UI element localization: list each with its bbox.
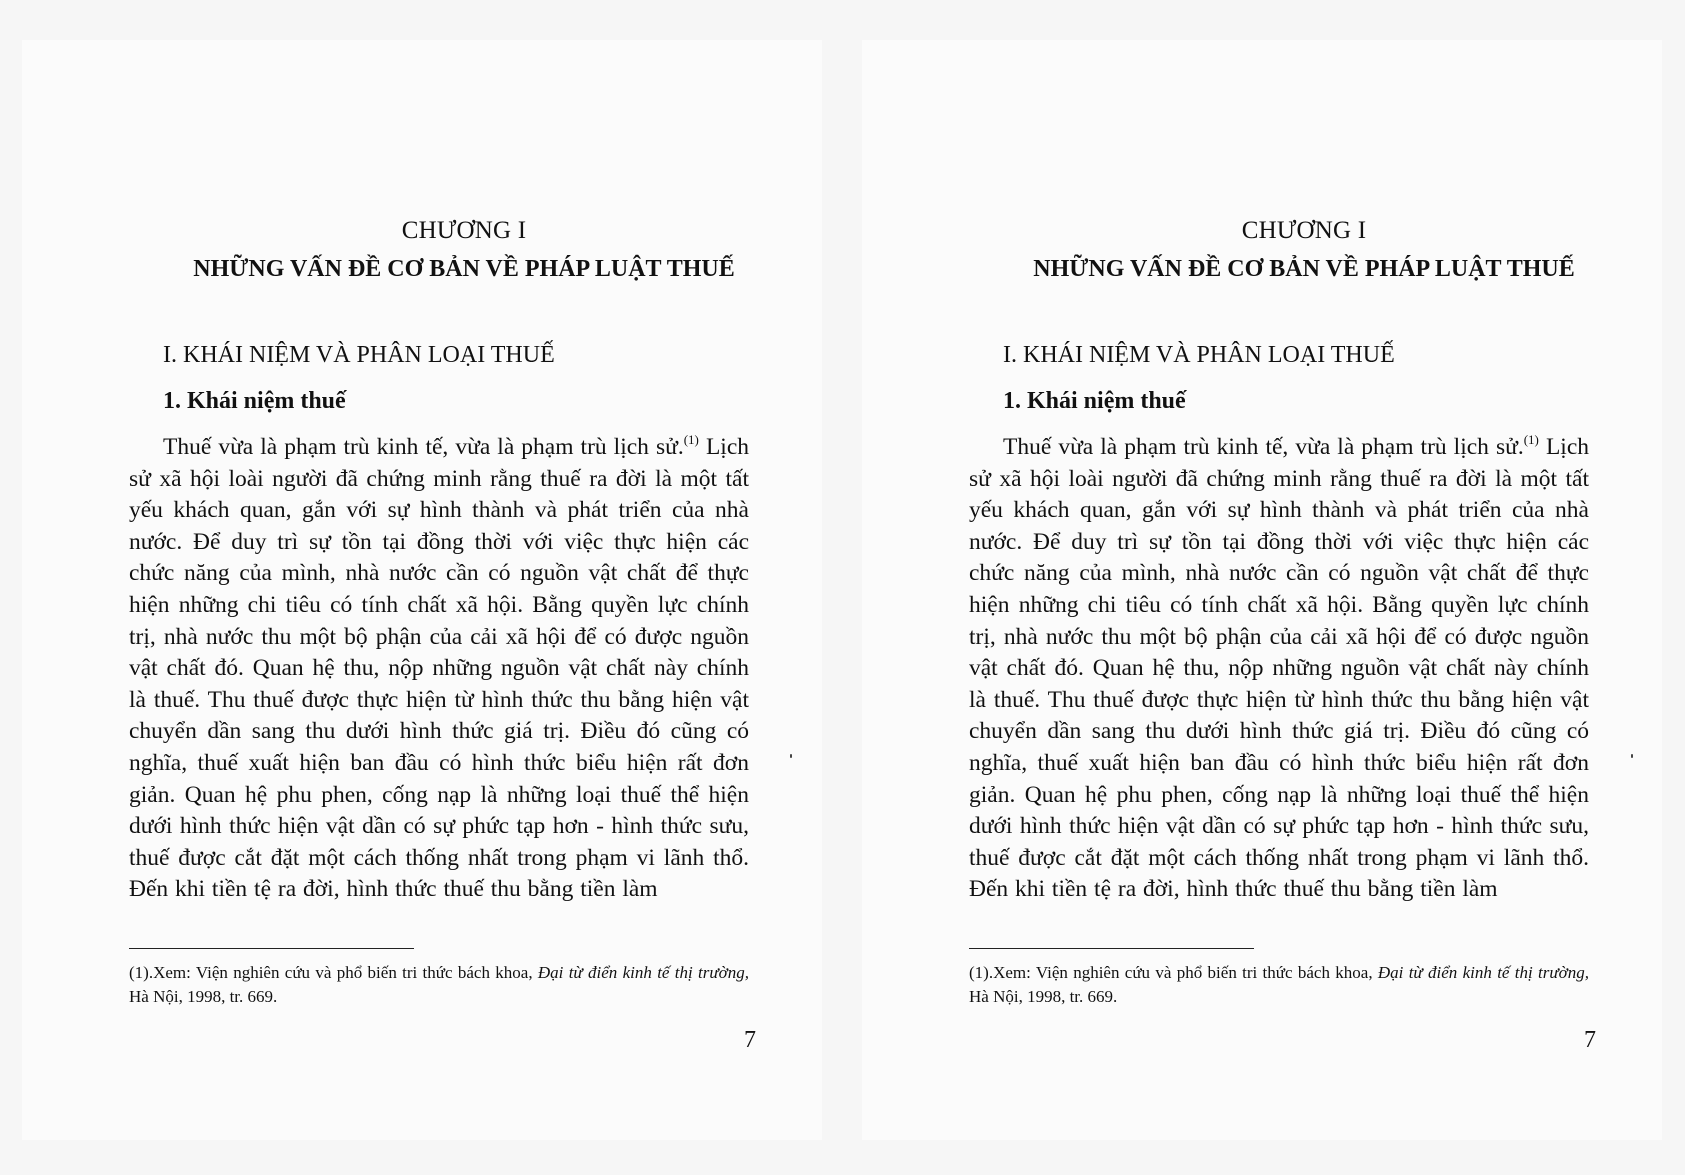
footnote-title: Đại từ điển kinh tế thị trường, (537, 963, 749, 982)
section-heading: I. KHÁI NIỆM VÀ PHÂN LOẠI THUẾ (1003, 342, 1395, 368)
footnote-prefix: (1).Xem: Viện nghiên cứu và phổ biến tri thức bách khoa, (129, 963, 538, 982)
paragraph-lead: Thuế vừa là phạm trù kinh tế, vừa là phạm trù lịch sử. (1003, 434, 1524, 460)
footnote-suffix: Hà Nội, 1998, tr. 669. (129, 987, 278, 1006)
footnote-prefix: (1).Xem: Viện nghiên cứu và phổ biến tri thức bách khoa, (969, 963, 1378, 982)
page-number: 7 (744, 1027, 756, 1053)
footnote (129, 961, 749, 1009)
footnote-divider (969, 948, 1254, 949)
body-paragraph (969, 432, 1589, 906)
footnote-title: Đại từ điển kinh tế thị trường, (1377, 963, 1589, 982)
section-heading: I. KHÁI NIỆM VÀ PHÂN LOẠI THUẾ (163, 342, 555, 368)
footnote-marker: (1) (1523, 432, 1539, 447)
footnote (969, 961, 1589, 1009)
footnote-divider (129, 948, 414, 949)
paragraph-lead: Thuế vừa là phạm trù kinh tế, vừa là phạm trù lịch sử. (163, 434, 684, 460)
chapter-label: CHƯƠNG I (1241, 217, 1367, 244)
footnote-suffix: Hà Nội, 1998, tr. 669. (969, 987, 1118, 1006)
paragraph-rest: Lịch sử xã hội loài người đã chứng minh rằng thuế ra đời là một tất yếu khách quan, gắn với sự hình thành và phát triển của nhà nước. Để duy trì sự tồn tại đồng thời với việc thực hiện các chức năng của mình, nhà nước cần có nguồn vật chất để thực hiện những chi tiêu có tính chất xã hội. Bằng quyền lực chính trị, nhà nước thu một bộ phận của cải xã hội để có được nguồn vật chất đó. Quan hệ thu, nộp những nguồn vật chất này chính là thuế. Thu thuế được thực hiện từ hình thức thu bằng hiện vật chuyển dần sang thu dưới hình thức giá trị. Điều đó cũng có nghĩa, thuế xuất hiện ban đầu có hình thức biểu hiện rất đơn giản. Quan hệ phu phen, cống nạp là những loại thuế thể hiện dưới hình thức hiện vật dần có sự phức tạp hơn - hình thức sưu, thuế được cắt đặt một cách thống nhất trong phạm vi lãnh thổ. Đến khi tiền tệ ra đời, hình thức thuế thu bằng tiền làm (969, 434, 1590, 903)
chapter-label: CHƯƠNG I (401, 217, 527, 244)
subsection-heading: 1. Khái niệm thuế (1003, 388, 1186, 414)
chapter-title: NHỮNG VẤN ĐỀ CƠ BẢN VỀ PHÁP LUẬT THUẾ (193, 256, 735, 282)
subsection-heading: 1. Khái niệm thuế (163, 388, 346, 414)
paragraph-rest: Lịch sử xã hội loài người đã chứng minh rằng thuế ra đời là một tất yếu khách quan, gắn với sự hình thành và phát triển của nhà nước. Để duy trì sự tồn tại đồng thời với việc thực hiện các chức năng của mình, nhà nước cần có nguồn vật chất để thực hiện những chi tiêu có tính chất xã hội. Bằng quyền lực chính trị, nhà nước thu một bộ phận của cải xã hội để có được nguồn vật chất đó. Quan hệ thu, nộp những nguồn vật chất này chính là thuế. Thu thuế được thực hiện từ hình thức thu bằng hiện vật chuyển dần sang thu dưới hình thức giá trị. Điều đó cũng có nghĩa, thuế xuất hiện ban đầu có hình thức biểu hiện rất đơn giản. Quan hệ phu phen, cống nạp là những loại thuế thể hiện dưới hình thức hiện vật dần có sự phức tạp hơn - hình thức sưu, thuế được cắt đặt một cách thống nhất trong phạm vi lãnh thổ. Đến khi tiền tệ ra đời, hình thức thuế thu bằng tiền làm (129, 434, 750, 903)
left-page (22, 40, 822, 1140)
scan-speck (1631, 754, 1633, 758)
body-paragraph (129, 432, 749, 906)
page-number: 7 (1584, 1027, 1596, 1053)
chapter-title: NHỮNG VẤN ĐỀ CƠ BẢN VỀ PHÁP LUẬT THUẾ (1033, 256, 1575, 282)
right-page (862, 40, 1662, 1140)
footnote-marker: (1) (683, 432, 699, 447)
scan-speck (790, 754, 792, 758)
